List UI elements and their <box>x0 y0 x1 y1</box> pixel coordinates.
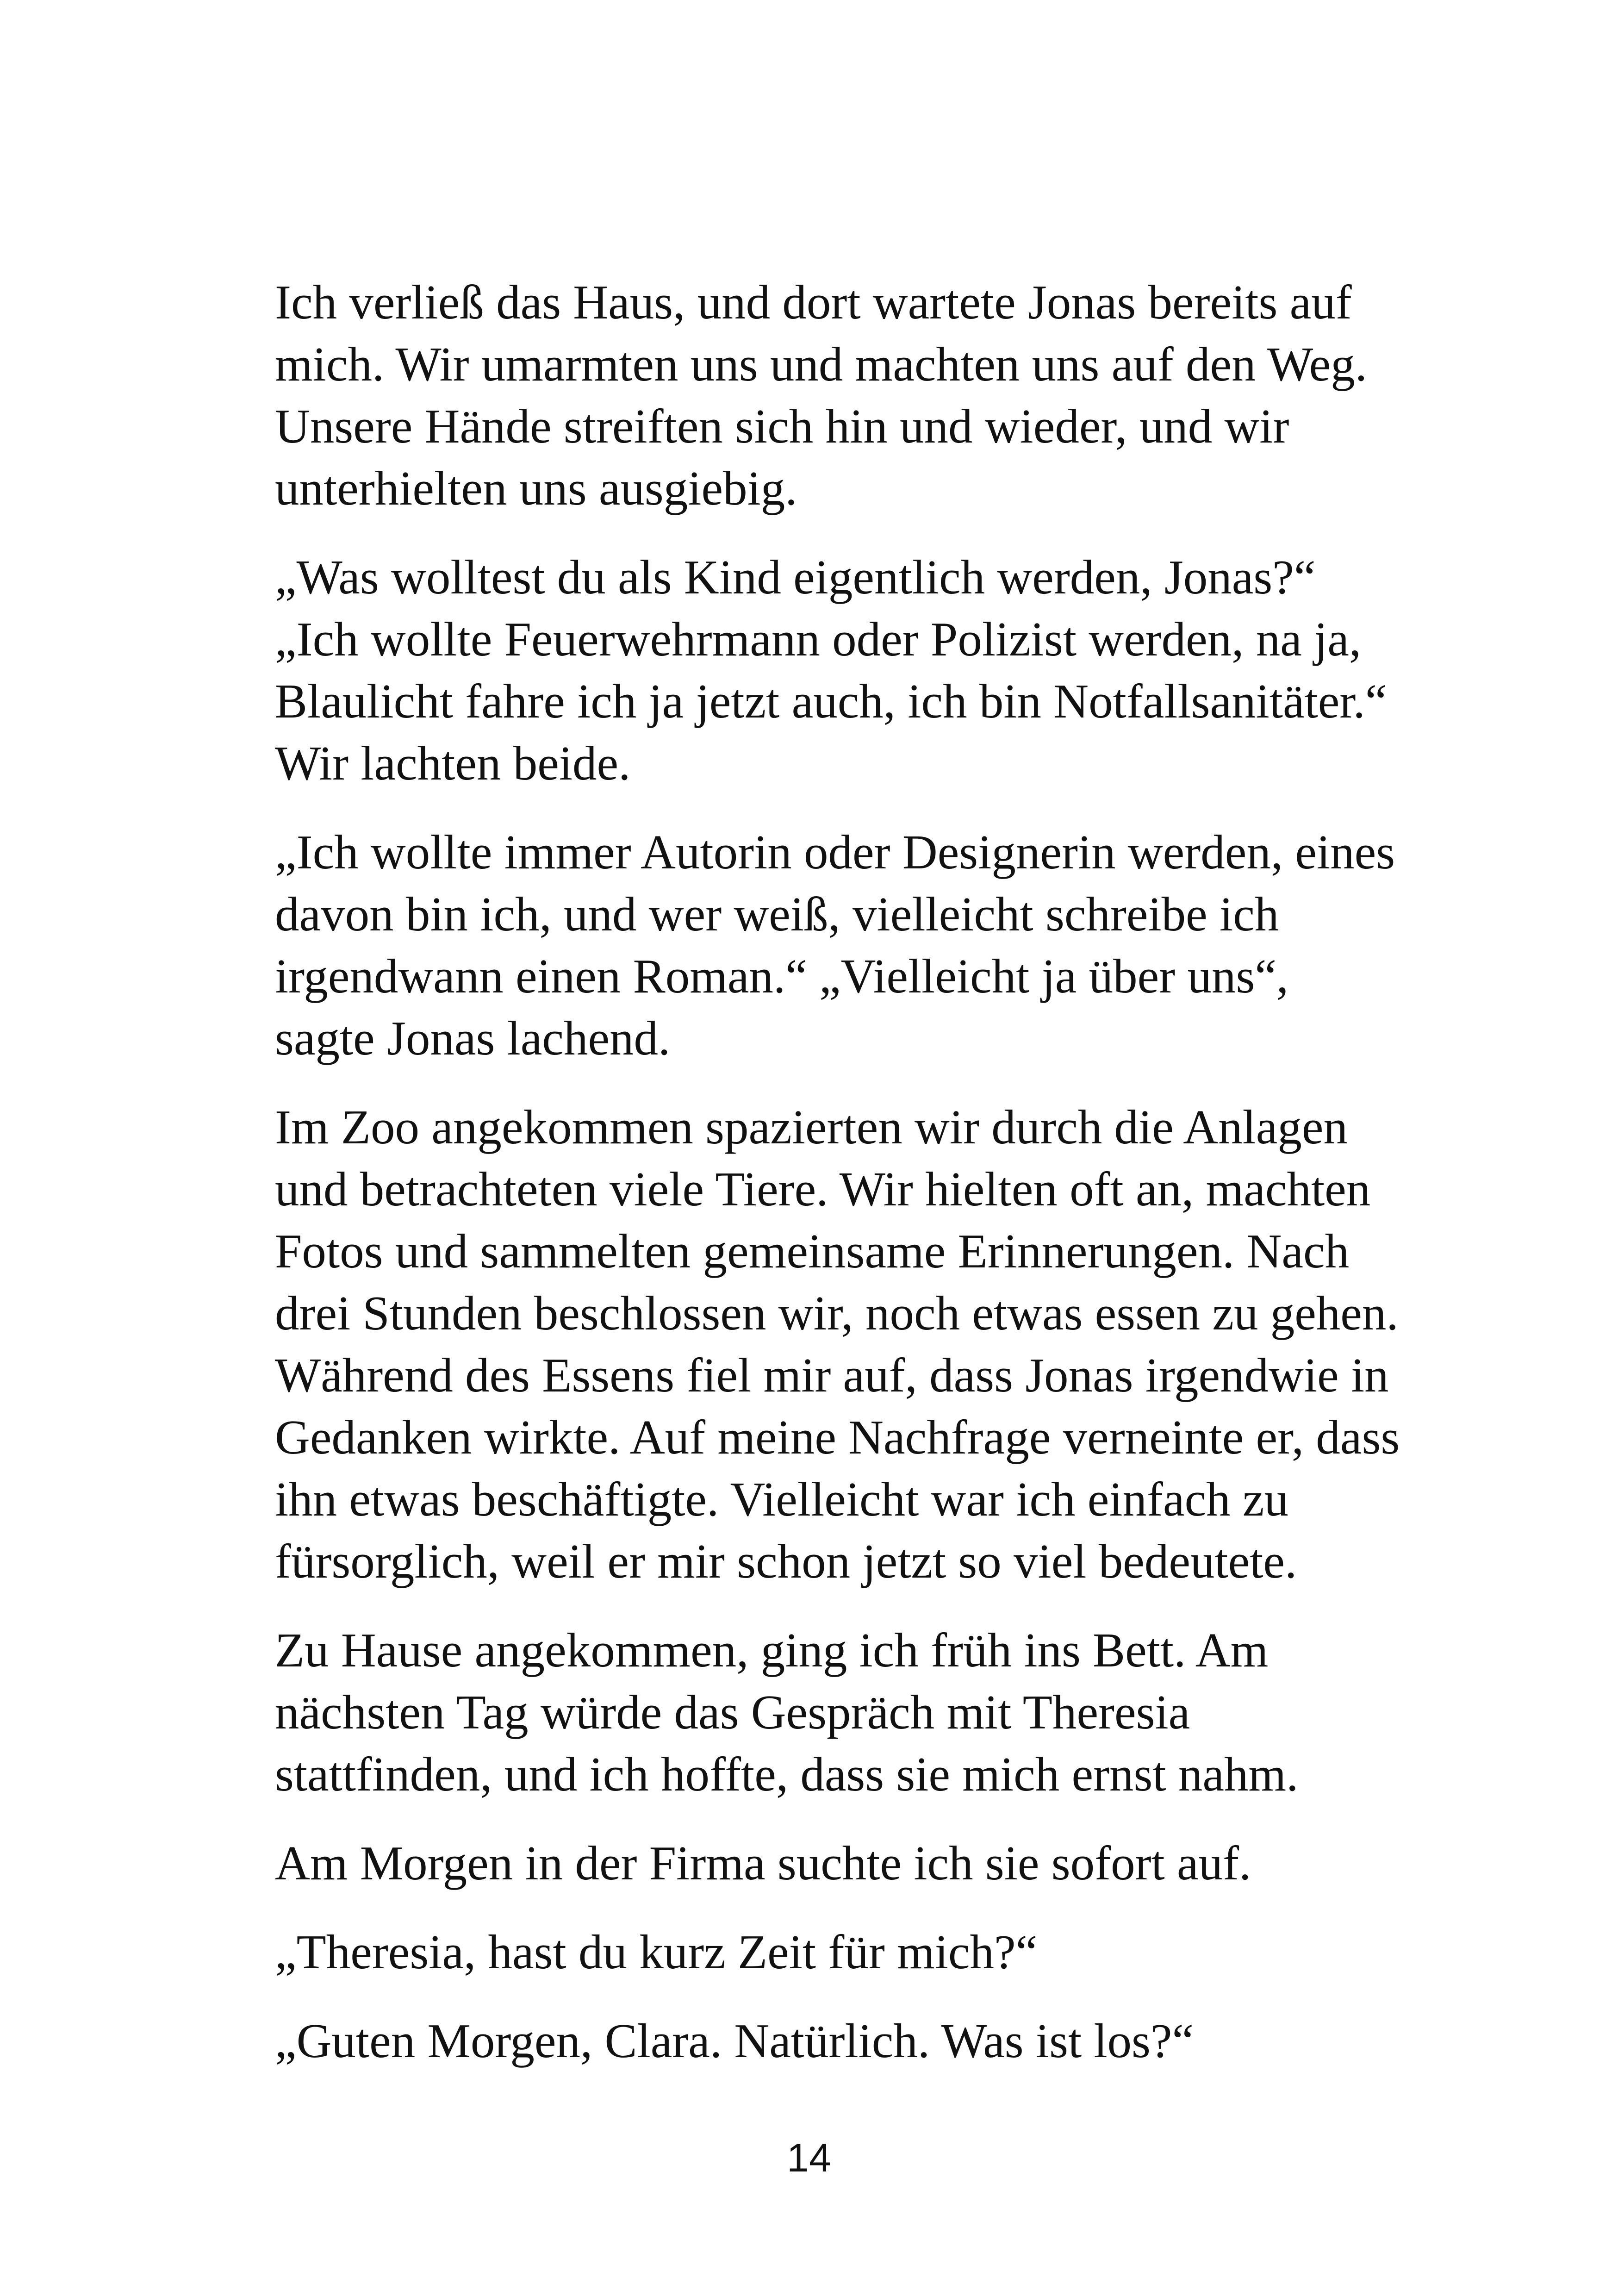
text-line: Unsere Hände streiften sich hin und wieder, und wir <box>275 399 1289 453</box>
text-line: unterhielten uns ausgiebig. <box>275 461 797 515</box>
text-line: ihn etwas beschäftigte. Vielleicht war ich einfach zu <box>275 1472 1289 1526</box>
text-line: Zu Hause angekommen, ging ich früh ins Bett. Am <box>275 1623 1269 1677</box>
text-line: fürsorglich, weil er mir schon jetzt so viel bedeutete. <box>275 1534 1297 1588</box>
text-line: nächsten Tag würde das Gespräch mit Theresia <box>275 1685 1190 1739</box>
paragraph <box>275 2010 1367 2072</box>
paragraph <box>275 1921 1367 1983</box>
text-line: Wir lachten beide. <box>275 736 631 790</box>
paragraph <box>275 271 1367 519</box>
page-number: 14 <box>787 2136 831 2180</box>
text-line: und betrachteten viele Tiere. Wir hielten oft an, machten <box>275 1162 1371 1216</box>
paragraph <box>275 1096 1400 1592</box>
text-line: irgendwann einen Roman.“ „Vielleicht ja über uns“, <box>275 949 1289 1003</box>
text-line: Blaulicht fahre ich ja jetzt auch, ich bin Notfallsanitäter.“ <box>275 674 1387 728</box>
paragraph <box>275 821 1395 1069</box>
text-line: „Was wolltest du als Kind eigentlich werden, Jonas?“ <box>275 550 1316 604</box>
text-line: stattfinden, und ich hoffte, dass sie mich ernst nahm. <box>275 1747 1299 1801</box>
body-text <box>275 271 1400 2099</box>
text-line: drei Stunden beschlossen wir, noch etwas essen zu gehen. <box>275 1286 1399 1340</box>
text-line: mich. Wir umarmten uns und machten uns auf den Weg. <box>275 337 1367 391</box>
paragraph <box>275 1619 1367 1805</box>
text-line: Während des Essens fiel mir auf, dass Jonas irgendwie in <box>275 1348 1389 1402</box>
text-line: „Theresia, hast du kurz Zeit für mich?“ <box>275 1925 1038 1979</box>
text-line: Fotos und sammelten gemeinsame Erinnerungen. Nach <box>275 1224 1350 1278</box>
text-line: davon bin ich, und wer weiß, vielleicht schreibe ich <box>275 887 1279 941</box>
text-line: Ich verließ das Haus, und dort wartete Jonas bereits auf <box>275 275 1352 329</box>
text-line: Am Morgen in der Firma suchte ich sie sofort auf. <box>275 1836 1251 1890</box>
paragraph <box>275 1832 1367 1894</box>
text-line: „Ich wollte Feuerwehrmann oder Polizist werden, na ja, <box>275 612 1362 666</box>
text-line: Im Zoo angekommen spazierten wir durch die Anlagen <box>275 1100 1348 1154</box>
text-line: „Ich wollte immer Autorin oder Designerin werden, eines <box>275 825 1395 879</box>
text-line: sagte Jonas lachend. <box>275 1011 671 1065</box>
text-line: „Guten Morgen, Clara. Natürlich. Was ist los?“ <box>275 2014 1194 2068</box>
text-line: Gedanken wirkte. Auf meine Nachfrage verneinte er, dass <box>275 1410 1400 1464</box>
paragraph <box>275 546 1387 794</box>
